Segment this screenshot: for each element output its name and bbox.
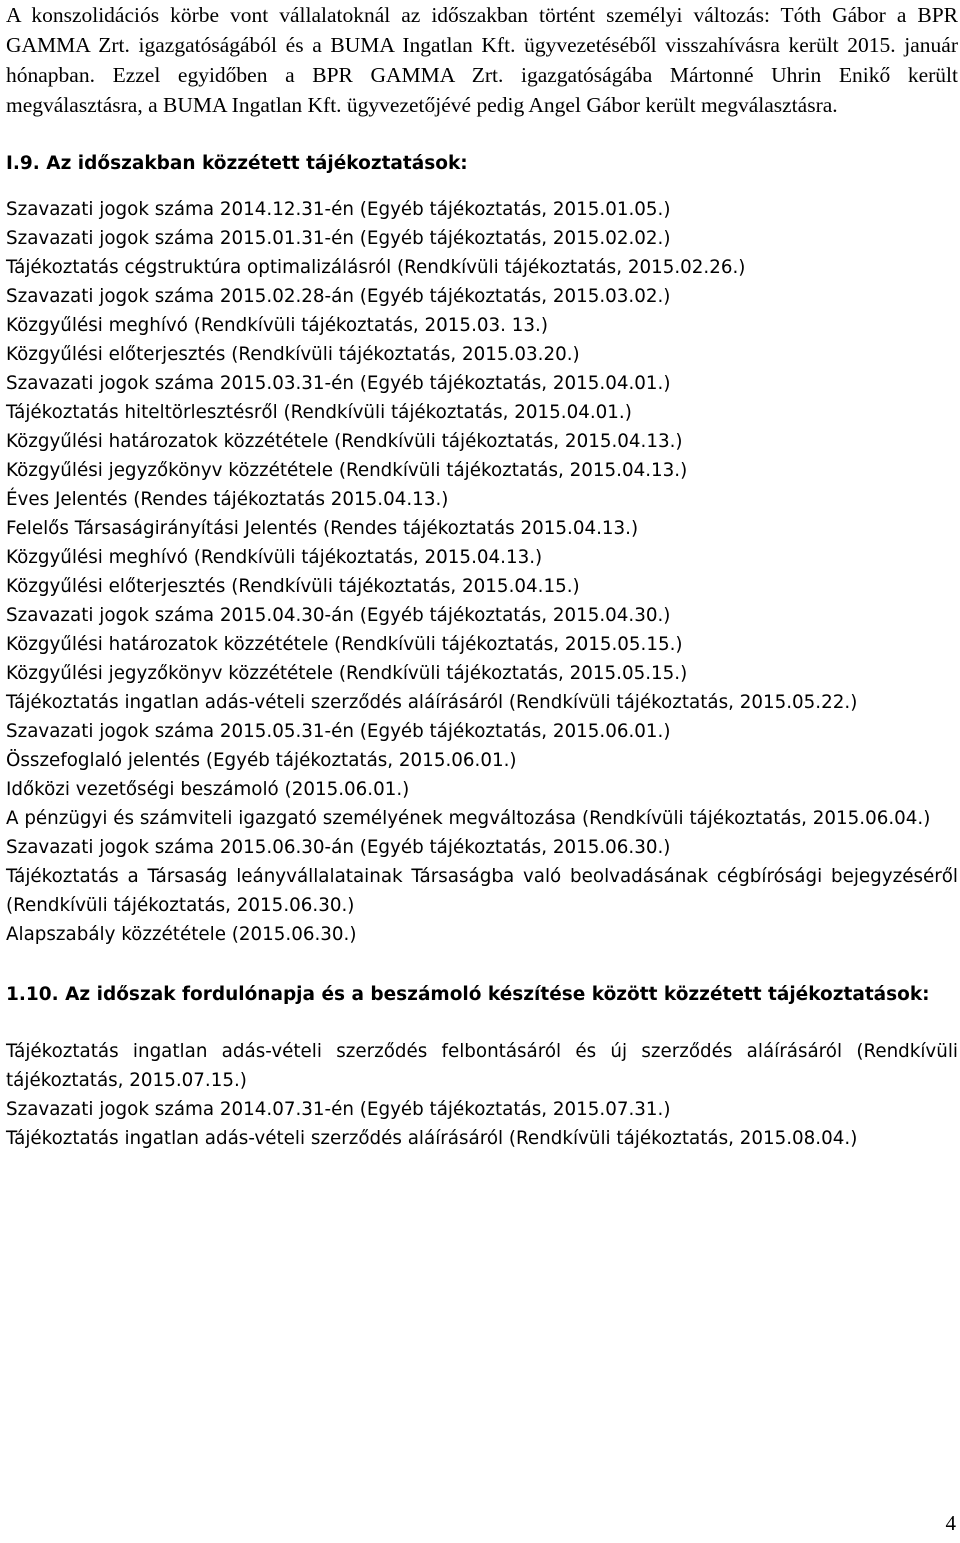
list-item: Szavazati jogok száma 2014.07.31-én (Egyéb tájékoztatás, 2015.07.31.): [6, 1099, 671, 1120]
list-item: Felelős Társaságirányítási Jelentés (Rendes tájékoztatás 2015.04.13.): [6, 518, 639, 539]
list-item: Időközi vezetőségi beszámoló (2015.06.01.): [6, 779, 410, 800]
spacer: [6, 949, 958, 980]
section-heading-9: I.9. Az időszakban közzétett tájékoztatások:: [6, 153, 468, 174]
list-item: Közgyűlési jegyzőkönyv közzététele (Rendkívüli tájékoztatás, 2015.04.13.): [6, 460, 688, 481]
document-page: [6, 0, 958, 1153]
disclosure-list-10: [6, 1037, 958, 1153]
list-item: Tájékoztatás cégstruktúra optimalizálásról (Rendkívüli tájékoztatás, 2015.02.26.): [6, 257, 746, 278]
list-item: Szavazati jogok száma 2015.04.30-án (Egyéb tájékoztatás, 2015.04.30.): [6, 605, 671, 626]
list-item: Szavazati jogok száma 2015.01.31-én (Egyéb tájékoztatás, 2015.02.02.): [6, 228, 671, 249]
list-item: Szavazati jogok száma 2015.02.28-án (Egyéb tájékoztatás, 2015.03.02.): [6, 286, 671, 307]
list-item: A pénzügyi és számviteli igazgató személyének megváltozása (Rendkívüli tájékoztatás, 2015.06.04.): [6, 808, 931, 829]
list-item: Közgyűlési határozatok közzététele (Rendkívüli tájékoztatás, 2015.05.15.): [6, 634, 683, 655]
list-item: Szavazati jogok száma 2015.06.30-án (Egyéb tájékoztatás, 2015.06.30.): [6, 837, 671, 858]
list-item: Tájékoztatás ingatlan adás-vételi szerződés aláírásáról (Rendkívüli tájékoztatás, 2015.05.22.): [6, 692, 858, 713]
list-item: Közgyűlési előterjesztés (Rendkívüli tájékoztatás, 2015.03.20.): [6, 344, 580, 365]
list-item: Közgyűlési meghívó (Rendkívüli tájékoztatás, 2015.04.13.): [6, 547, 543, 568]
list-item: Összefoglaló jelentés (Egyéb tájékoztatás, 2015.06.01.): [6, 750, 517, 771]
spacer: [6, 120, 958, 149]
spacer: [6, 1010, 958, 1037]
intro-paragraph: A konszolidációs körbe vont vállalatoknál az időszakban történt személyi változás: Tóth Gábor a BPR GAMMA Zrt. igazgatóságából és a BUMA Ingatlan Kft. ügyvezetéséből visszahívásra került 2015. január hónapban. Ezzel egyidőben a BPR GAMMA Zrt. igazgatóságába Mártonné Uhrin Enikő került megválasztásra, a BUMA Ingatlan Kft. ügyvezetőjévé pedig Angel Gábor került megválasztásra.: [6, 3, 958, 117]
list-item: Szavazati jogok száma 2015.05.31-én (Egyéb tájékoztatás, 2015.06.01.): [6, 721, 671, 742]
list-item: Közgyűlési előterjesztés (Rendkívüli tájékoztatás, 2015.04.15.): [6, 576, 580, 597]
list-item: Alapszabály közzététele (2015.06.30.): [6, 924, 357, 945]
list-item: Tájékoztatás ingatlan adás-vételi szerződés aláírásáról (Rendkívüli tájékoztatás, 2015.08.04.): [6, 1128, 858, 1149]
list-item: Tájékoztatás a Társaság leányvállalatainak Társaságba való beolvadásának cégbírósági bejegyzéséről (Rendkívüli tájékoztatás, 2015.06.30.): [6, 866, 958, 916]
list-item: Éves Jelentés (Rendes tájékoztatás 2015.04.13.): [6, 489, 449, 510]
list-item: Szavazati jogok száma 2014.12.31-én (Egyéb tájékoztatás, 2015.01.05.): [6, 199, 671, 220]
list-item: Tájékoztatás ingatlan adás-vételi szerződés felbontásáról és új szerződés aláírásáról (Rendkívüli tájékoztatás, 2015.07.15.): [6, 1041, 958, 1091]
disclosure-list-9: [6, 195, 958, 949]
list-item: Közgyűlési meghívó (Rendkívüli tájékoztatás, 2015.03. 13.): [6, 315, 548, 336]
page-number: 4: [945, 1511, 956, 1535]
list-item: Szavazati jogok száma 2015.03.31-én (Egyéb tájékoztatás, 2015.04.01.): [6, 373, 671, 394]
list-item: Tájékoztatás hiteltörlesztésről (Rendkívüli tájékoztatás, 2015.04.01.): [6, 402, 632, 423]
list-item: Közgyűlési határozatok közzététele (Rendkívüli tájékoztatás, 2015.04.13.): [6, 431, 683, 452]
spacer: [6, 179, 958, 195]
list-item: Közgyűlési jegyzőkönyv közzététele (Rendkívüli tájékoztatás, 2015.05.15.): [6, 663, 688, 684]
section-heading-10: 1.10. Az időszak fordulónapja és a beszámoló készítése között közzétett tájékoztatások:: [6, 984, 930, 1005]
